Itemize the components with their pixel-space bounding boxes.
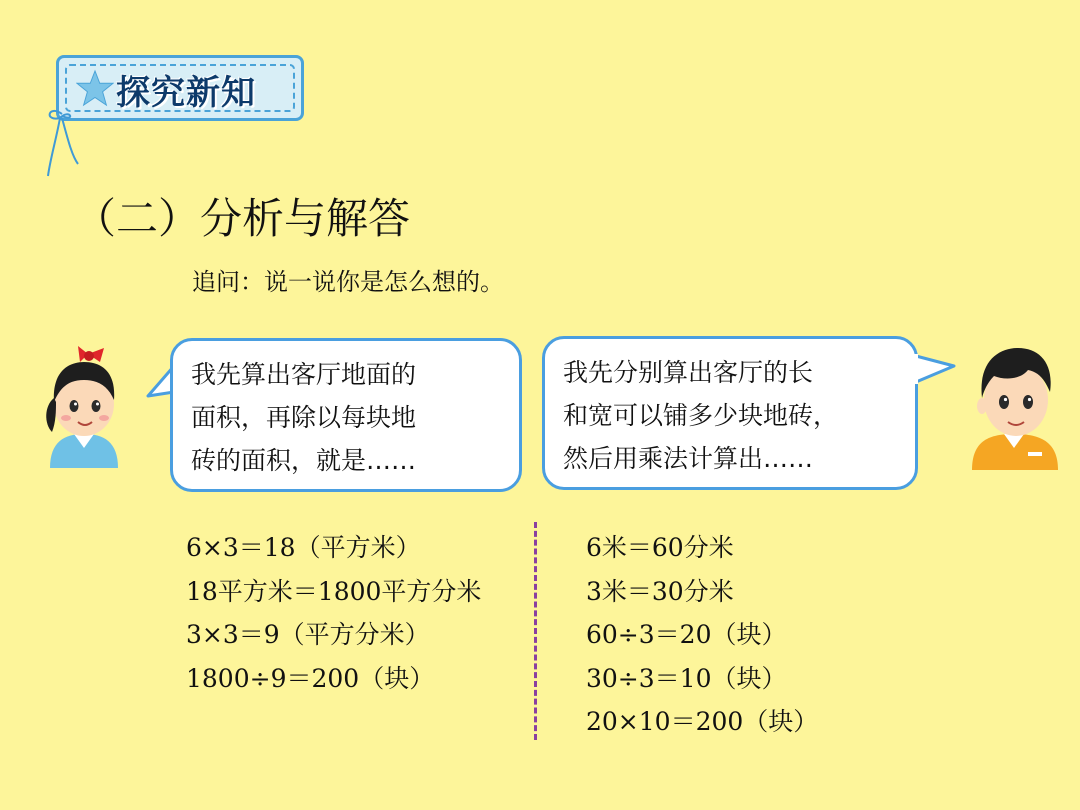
bubble-line: 我先分别算出客厅的长 [563,358,814,387]
calc-line: 18平方米＝1800平方分米 [186,576,482,606]
calc-line: 3×3＝9（平方分米） [186,620,430,649]
calculation-method-2 [586,526,818,744]
ribbon-icon [40,100,90,180]
bubble-line: 我先算出客厅地面的 [191,360,417,389]
bubble-line: 砖的面积，就是…… [191,446,417,475]
calc-line: 6×3＝18（平方米） [186,533,421,562]
section-badge [56,55,306,127]
section-heading: （二）分析与解答 [74,194,411,243]
speech-bubble-boy [542,336,918,490]
calc-line: 60÷3＝20（块） [586,620,787,649]
dashed-divider [534,522,537,740]
girl-avatar [38,346,130,468]
bubble-line: 和宽可以铺多少块地砖， [563,401,839,430]
calc-line: 3米＝30分米 [586,576,734,606]
question-text: 追问：说一说你是怎么想的。 [192,268,504,296]
speech-bubble-girl [170,338,522,492]
boy-avatar [964,340,1064,470]
bubble-line: 面积，再除以每块地 [191,403,417,432]
calculation-method-1 [186,526,481,700]
bubble-line: 然后用乘法计算出…… [563,444,814,473]
calc-line: 1800÷9＝200（块） [186,663,435,693]
bubble-right-tail [914,350,956,390]
calc-line: 30÷3＝10（块） [586,663,787,693]
calc-line: 20×10＝200（块） [586,707,819,736]
badge-title: 探究新知 [116,73,256,113]
calc-line: 6米＝60分米 [586,533,734,562]
